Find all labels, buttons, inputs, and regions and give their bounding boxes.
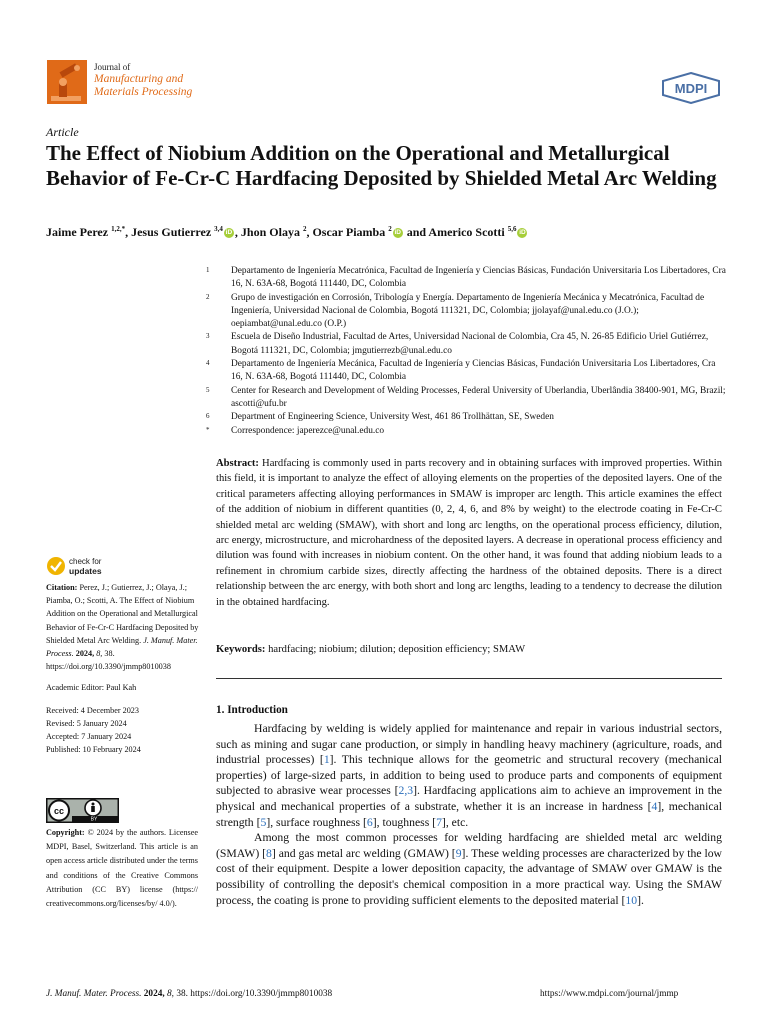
orcid-icon[interactable]: iD	[394, 229, 401, 237]
mdpi-hexagon-icon	[660, 72, 722, 104]
affiliation-number: 4	[206, 359, 210, 368]
affiliation-text: Departamento de Ingeniería Mecatrónica, Facultad de Ingeniería y Ciencias Básicas, Fundación Universitaria Los Libertadores, Cra 16, N. 63A-68, Bogotá 111440, DC, Colombia	[231, 266, 726, 290]
date-published: Published: 10 February 2024	[46, 745, 141, 755]
introduction-body	[216, 721, 722, 908]
affiliation-number: *	[206, 425, 210, 434]
author-affil-sup: 5,6	[507, 225, 517, 233]
affiliation-item	[206, 425, 726, 438]
journal-title-block	[94, 61, 192, 98]
orcid-icon[interactable]: iD	[519, 229, 526, 237]
citation-doi[interactable]: 38. https://doi.org/10.3390/jmmp8010038	[46, 649, 171, 672]
citation-link[interactable]: 10	[625, 893, 638, 907]
affiliation-number: 2	[206, 292, 210, 301]
date-revised: Revised: 5 January 2024	[46, 718, 127, 728]
affiliation-item	[206, 331, 726, 358]
sidebar	[46, 581, 203, 756]
affiliation-number: 3	[206, 332, 210, 341]
affiliation-item	[206, 358, 726, 385]
mdpi-logo[interactable]	[660, 72, 722, 109]
author-name[interactable]: Oscar Piamba	[312, 225, 386, 239]
affiliation-item	[206, 411, 726, 424]
affiliation-text: Grupo de investigación en Corrosión, Tribología y Energía. Departamento de Ingeniería Mecánica y Mecatrónica, Facultad de Ingeniería, Universidad Nacional de Colombia, Bogotá 111321, DC, Colombia; jjolayaf@unal.edu.co (J.O.); oepiambat@unal.edu.co (O.P.)	[231, 292, 705, 330]
check-for-updates-badge[interactable]	[46, 555, 118, 582]
journal-name-line1: Manufacturing and	[94, 73, 184, 85]
journal-prefix: Journal of	[94, 62, 131, 72]
citation-link[interactable]: 5	[260, 815, 267, 829]
author-name[interactable]: Jesus Gutierrez	[131, 225, 212, 239]
citation-journal: J. Manuf. Mater. Process.	[46, 635, 198, 659]
affiliation-text: Department of Engineering Science, University West, 461 86 Trollhättan, SE, Sweden	[231, 412, 554, 423]
paper-title: The Effect of Niobium Addition on the Operational and Metallurgical Behavior of Fe-Cr-C Hardfacing Deposited by Shielded Metal Arc Welding	[46, 141, 717, 190]
orcid-icon[interactable]: iD	[225, 229, 233, 237]
footer-journal-url[interactable]: https://www.mdpi.com/journal/jmmp	[540, 989, 679, 999]
section-divider	[216, 678, 722, 679]
academic-editor: Academic Editor: Paul Kah	[46, 683, 137, 693]
citation-link[interactable]: 4	[651, 799, 658, 813]
citation-link[interactable]: 8	[266, 846, 272, 860]
intro-paragraph: Hardfacing by welding is widely applied for maintenance and repair in various industrial sectors, such as mining and sugar cane production, or simply in handling heavy machinery (agriculture, roads, and industrial processes) [1]. This technique allows for the geometric and structural recovery (mechanical properties) of large-sized parts, in addition to being used to produce parts and components of equipment subjected to abrasive wear processes [2,3]. Hardfacing applications aim to achieve an improvement in the physical and mechanical properties of a substrate, whether it is an increase in hardness [4], mechanical strength [5], surface roughness [6], toughness [7], etc.	[216, 722, 723, 829]
abstract	[216, 456, 722, 610]
affiliation-text: Center for Research and Development of Welding Processes, Federal University of Uberlandia, Uberlândia 38400-901, MG, Brazil; ascotti@ufu.br	[231, 385, 726, 409]
footer-doi[interactable]: 38. https://doi.org/10.3390/jmmp8010038	[176, 989, 333, 999]
footer-volume: 8,	[167, 989, 175, 999]
affiliation-text: Departamento de Ingeniería Mecánica, Facultad de Ingeniería y Ciencias Básicas, Fundación Universitaria Los Libertadores, Cra 16, N. 63A-68, Bogotá 111440, DC, Colombia	[231, 359, 716, 383]
journal-logo[interactable]	[47, 60, 87, 104]
publisher-name: MDPI	[674, 81, 708, 96]
affiliation-number: 5	[206, 385, 210, 394]
affiliation-number: 1	[206, 266, 210, 274]
affiliation-item	[206, 385, 726, 412]
check-updates-line2: updates	[69, 566, 102, 576]
affiliations	[206, 265, 726, 438]
affiliation-item	[206, 265, 726, 292]
abstract-label: Abstract:	[216, 458, 259, 469]
citation	[46, 581, 203, 673]
affiliation-text: Escuela de Diseño Industrial, Facultad de Artes, Universidad Nacional de Colombia, Cra 45, N. 26-85 Edificio Uriel Gutiérrez, Bogotá 111321, DC, Colombia; jmgutierrezb@unal.edu.co	[231, 332, 709, 356]
affiliation-number: 6	[206, 412, 210, 421]
footer-journal: J. Manuf. Mater. Process.	[46, 989, 142, 999]
citation-text: Perez, J.; Gutierrez, J.; Olaya, J.; Piamba, O.; Scotti, A. The Effect of Niobium Addition on the Operational and Metallurgical Behavior of Fe-Cr-C Hardfacing Deposited by Shielded Metal Arc Welding.	[46, 583, 199, 645]
citation-link[interactable]: 6	[366, 815, 373, 829]
author-name[interactable]: Jhon Olaya	[240, 225, 300, 239]
author-list: Jaime Perez $^{1,2,*}$, Jesus Gutierrez $^{3,4}$ iD , Jhon Olaya $^2$, Oscar Piamba $^2$ iD and Americo Scotti $^{5,6}$ iD	[46, 225, 526, 239]
author-affil-sup: 2	[302, 225, 307, 233]
article-type: Article	[46, 125, 79, 139]
date-received: Received: 4 December 2023	[46, 705, 139, 715]
citation-link[interactable]: 1	[323, 753, 330, 767]
check-updates-line1: check for	[69, 557, 102, 566]
author-name[interactable]: Jaime Perez	[46, 225, 109, 239]
author-affil-sup: 2	[388, 225, 392, 233]
correspondence-text: Correspondence: japerezce@unal.edu.co	[231, 425, 385, 436]
citation-link[interactable]: 7	[436, 815, 442, 829]
keywords	[216, 644, 722, 655]
citation-volume: 8,	[96, 649, 103, 659]
check-updates-icon	[46, 555, 118, 577]
abstract-text: Hardfacing is commonly used in parts recovery and in obtaining surfaces with improved properties. Within this field, it is important to analyze the effect of alloying elements on the properties of the deposited layers. One of the critical parameters affecting alloying performances in SMAW is improper arc length. This article examines the effect of the addition of niobium in different quantities (0, 2, 4, 6, and 8% by weight) to the electrode coating in Fe-Cr-C shielded metal arc welding (SMAW), with short and long arc lengths, on the operational process efficiency, dilution, arc energy, microstructure, and microhardness of the deposited layers. A decrease in operational process efficiency and dilution was found with increases in niobium content. On the other hand, it was found that adding niobium leads to a refinement in chromium carbide sizes, directly affecting the hardness of the obtained deposits. There is a direct relationship between the arc energy, with both short and long arc lengths, leading to a tendency to decrease the dilution in the obtained hardfacing.	[216, 458, 722, 608]
author-name[interactable]: Americo Scotti	[428, 225, 505, 239]
creative-commons-icon	[46, 798, 119, 823]
citation-label: Citation:	[46, 583, 78, 592]
date-accepted: Accepted: 7 January 2024	[46, 732, 132, 742]
author-affil-sup: 3,4	[214, 225, 223, 233]
footer-year: 2024,	[143, 989, 165, 999]
copyright-notice	[46, 826, 198, 911]
affiliation-item	[206, 292, 726, 332]
copyright-label: Copyright:	[46, 828, 85, 837]
robot-arm-logo-icon	[47, 60, 87, 104]
cc-by-license-badge[interactable]	[46, 798, 119, 823]
citation-year: 2024,	[75, 649, 95, 659]
svg-text:cc: cc	[53, 806, 65, 816]
section-heading-introduction: 1. Introduction	[216, 704, 288, 716]
footer-citation	[46, 989, 332, 999]
keywords-text: hardfacing; niobium; dilution; deposition efficiency; SMAW	[268, 644, 526, 655]
author-affil-sup: 1,2,*	[111, 225, 126, 233]
copyright-text: © 2024 by the authors. Licensee MDPI, Basel, Switzerland. This article is an open access article distributed under the terms and conditions of the Creative Commons Attribution (CC BY) license (https:// creativecommons.org/licenses/by/ 4.0/).	[46, 828, 199, 909]
and-word: and	[406, 225, 427, 239]
cc-badge-label: BY	[90, 816, 98, 823]
intro-paragraph: Among the most common processes for welding hardfacing are shielded metal arc welding (SMAW) [8] and gas metal arc welding (GMAW) [9]. These welding processes are characterized by the low cost of their equipment. Despite a lower deposition capacity, the advantage of SMAW over GMAW is the possibility of controlling the deposit's chemical composition in a more practical way. Using the SMAW process, the coating is prone to providing sufficient elements to the deposited material [10].	[216, 831, 722, 907]
citation-link[interactable]: 2,3	[398, 784, 414, 798]
keywords-label: Keywords:	[216, 644, 266, 655]
journal-name-line2: Materials Processing	[94, 85, 193, 98]
citation-link[interactable]: 9	[455, 846, 462, 860]
